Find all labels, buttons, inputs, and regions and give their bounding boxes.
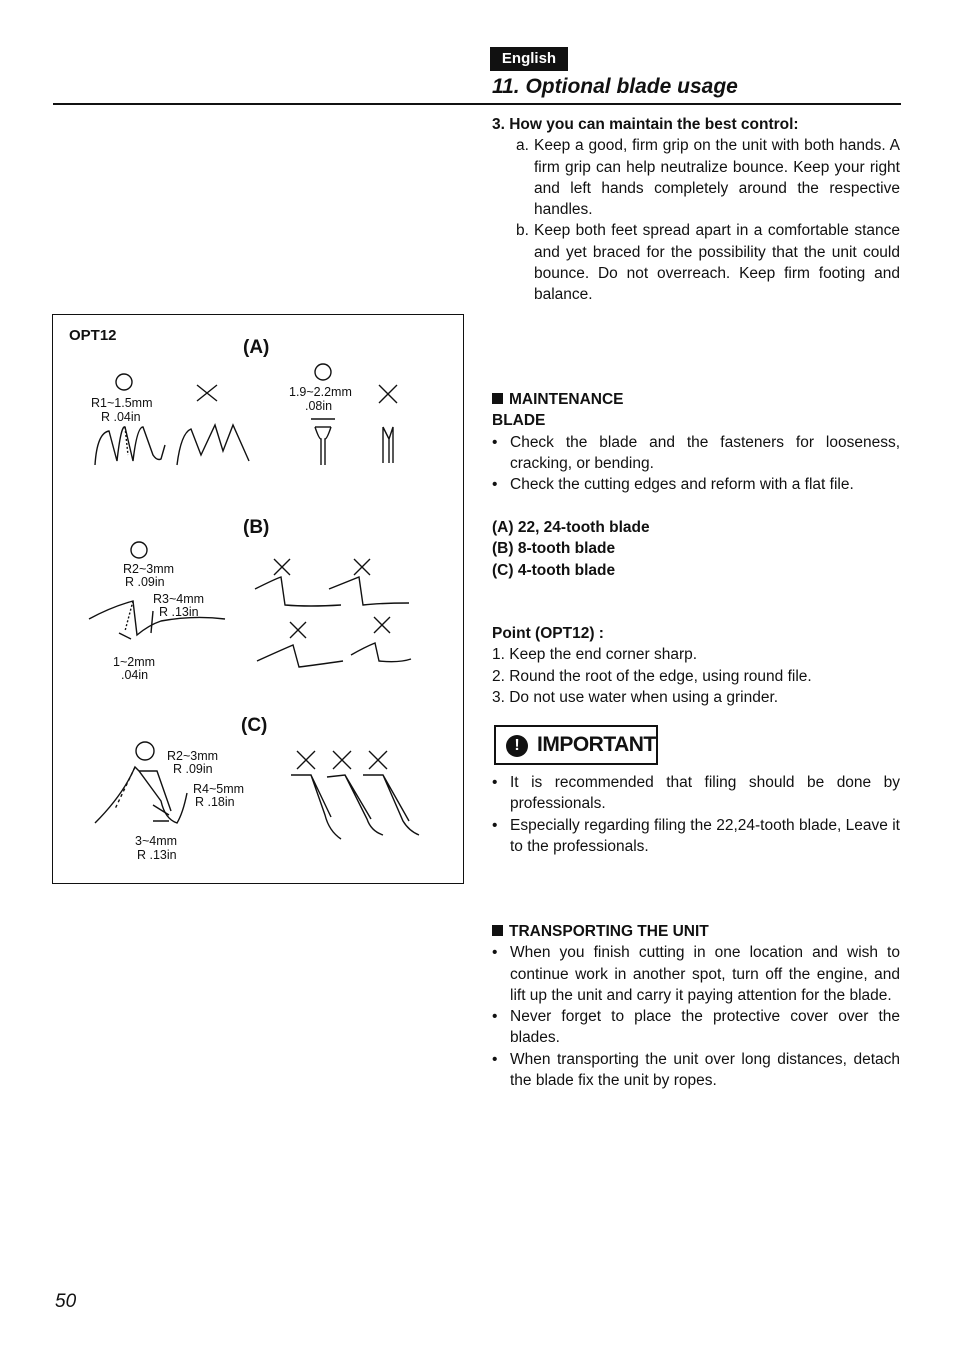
point-item: 1. Keep the end corner sharp. bbox=[492, 646, 698, 664]
wrong-mark-icon bbox=[197, 385, 217, 401]
maintenance-section bbox=[492, 389, 900, 495]
blade-type-b: (B) 8-tooth blade bbox=[492, 540, 616, 558]
section-b-r2-mm: R3~4mm bbox=[153, 592, 205, 606]
control-item-b-text: Keep both feet spread apart in a comfortable stance and yet braced for the possibility that the unit could bounce. Do not overreach. Keep firm footing and balance. bbox=[534, 222, 900, 304]
blade-types bbox=[492, 517, 900, 581]
control-item-b bbox=[492, 220, 900, 305]
transport-bullet: • Never forget to place the protective cover over the blades. bbox=[492, 1006, 900, 1049]
control-heading: 3. How you can maintain the best control: bbox=[492, 116, 799, 133]
section-a-radius-mm: R1~1.5mm bbox=[91, 396, 153, 410]
wrong-mark-icon bbox=[290, 622, 306, 638]
maintenance-heading: MAINTENANCE bbox=[492, 389, 900, 410]
tooth-profile-wrong-b3 bbox=[257, 645, 343, 667]
transport-heading: TRANSPORTING THE UNIT bbox=[492, 921, 900, 942]
control-item-a bbox=[492, 135, 900, 220]
blade-subheading: BLADE bbox=[492, 412, 546, 430]
blade-filing-figure bbox=[52, 314, 464, 884]
tooth-profile-wrong-a bbox=[177, 425, 249, 465]
correct-mark-icon bbox=[131, 542, 147, 558]
section-b-r2-in: R .13in bbox=[159, 605, 199, 619]
section-a-radius-in: R .04in bbox=[101, 410, 141, 424]
maintenance-bullet: • Check the blade and the fasteners for looseness, cracking, or bending. bbox=[492, 432, 900, 475]
blade-type-c: (C) 4-tooth blade bbox=[492, 561, 616, 579]
important-bullet: • Especially regarding filing the 22,24-tooth blade, Leave it to the professionals. bbox=[492, 815, 900, 858]
point-item: 2. Round the root of the edge, using round file. bbox=[492, 667, 812, 685]
tooth-profile-wrong-c1 bbox=[291, 775, 341, 839]
section-c-r1-in: R .09in bbox=[173, 762, 213, 776]
wrong-mark-icon bbox=[297, 751, 315, 769]
tooth-profile-wrong-c3 bbox=[363, 775, 419, 835]
figure-code: OPT12 bbox=[69, 327, 117, 344]
wrong-mark-icon bbox=[274, 559, 290, 575]
exclamation-icon: ! bbox=[506, 735, 528, 757]
section-a-width-in: .08in bbox=[305, 399, 333, 413]
important-badge bbox=[494, 725, 658, 765]
tooth-profile-wrong-b2 bbox=[329, 577, 409, 605]
section-b-depth-mm: 1~2mm bbox=[113, 655, 156, 669]
point-section bbox=[492, 623, 900, 708]
section-c-r2-in: R .18in bbox=[195, 795, 235, 809]
tooth-profile-wrong-c2 bbox=[327, 775, 383, 835]
section-c-label: (C) bbox=[241, 715, 268, 736]
important-section bbox=[492, 772, 900, 857]
tooth-profile-wrong-b1 bbox=[255, 577, 341, 606]
control-item-a-text: Keep a good, firm grip on the unit with both hands. A firm grip can help neutralize bounce. Keep your right and left hands completely around the respective handles. bbox=[534, 137, 900, 219]
section-b-depth-in: .04in bbox=[121, 668, 149, 682]
section-c-r1-mm: R2~3mm bbox=[167, 749, 219, 763]
square-bullet-icon bbox=[492, 393, 503, 404]
section-c-r2-mm: R4~5mm bbox=[193, 782, 245, 796]
correct-mark-icon bbox=[116, 374, 132, 390]
tooth-profile-wrong-b4 bbox=[351, 643, 411, 662]
section-c-depth-in: R .13in bbox=[137, 848, 177, 862]
header-rule bbox=[53, 103, 901, 105]
transport-bullet: • When you finish cutting in one location and wish to continue work in another spot, turn off the engine, and lift up the unit and carry it paying attention for the blade. bbox=[492, 942, 900, 1006]
correct-mark-icon bbox=[315, 364, 331, 380]
section-a-width-mm: 1.9~2.2mm bbox=[289, 385, 352, 399]
section-c-depth-mm: 3~4mm bbox=[135, 834, 178, 848]
important-label: IMPORTANT bbox=[537, 733, 656, 756]
wrong-mark-icon bbox=[354, 559, 370, 575]
blade-filing-diagram bbox=[53, 315, 463, 883]
maintenance-bullet: • Check the cutting edges and reform with a flat file. bbox=[492, 474, 900, 495]
tooth-width-correct-a bbox=[315, 427, 331, 465]
square-bullet-icon bbox=[492, 925, 503, 936]
section-a-label: (A) bbox=[243, 337, 270, 358]
important-bullet: • It is recommended that filing should be done by professionals. bbox=[492, 772, 900, 815]
transport-bullet: • When transporting the unit over long distances, detach the blade fix the unit by ropes. bbox=[492, 1049, 900, 1092]
section-b-r1-mm: R2~3mm bbox=[123, 562, 175, 576]
transport-section bbox=[492, 921, 900, 1091]
wrong-mark-icon bbox=[369, 751, 387, 769]
tooth-profile-correct-a bbox=[95, 427, 165, 465]
section-b-r1-in: R .09in bbox=[125, 575, 165, 589]
wrong-mark-icon bbox=[374, 617, 390, 633]
section-b-label: (B) bbox=[243, 517, 270, 538]
wrong-mark-icon bbox=[379, 385, 397, 403]
language-tag: English bbox=[490, 47, 568, 71]
section-title: 11. Optional blade usage bbox=[492, 75, 738, 98]
blade-type-a: (A) 22, 24-tooth blade bbox=[492, 519, 650, 536]
tooth-profile-correct-b bbox=[89, 601, 225, 635]
control-item-a-label: a. bbox=[516, 137, 529, 155]
wrong-mark-icon bbox=[333, 751, 351, 769]
control-section bbox=[492, 114, 900, 306]
control-item-b-label: b. bbox=[516, 222, 529, 240]
tooth-width-wrong-a bbox=[383, 427, 393, 463]
point-item: 3. Do not use water when using a grinder. bbox=[492, 688, 779, 706]
page-number: 50 bbox=[55, 1291, 77, 1312]
correct-mark-icon bbox=[136, 742, 154, 760]
point-heading: Point (OPT12) : bbox=[492, 625, 604, 642]
